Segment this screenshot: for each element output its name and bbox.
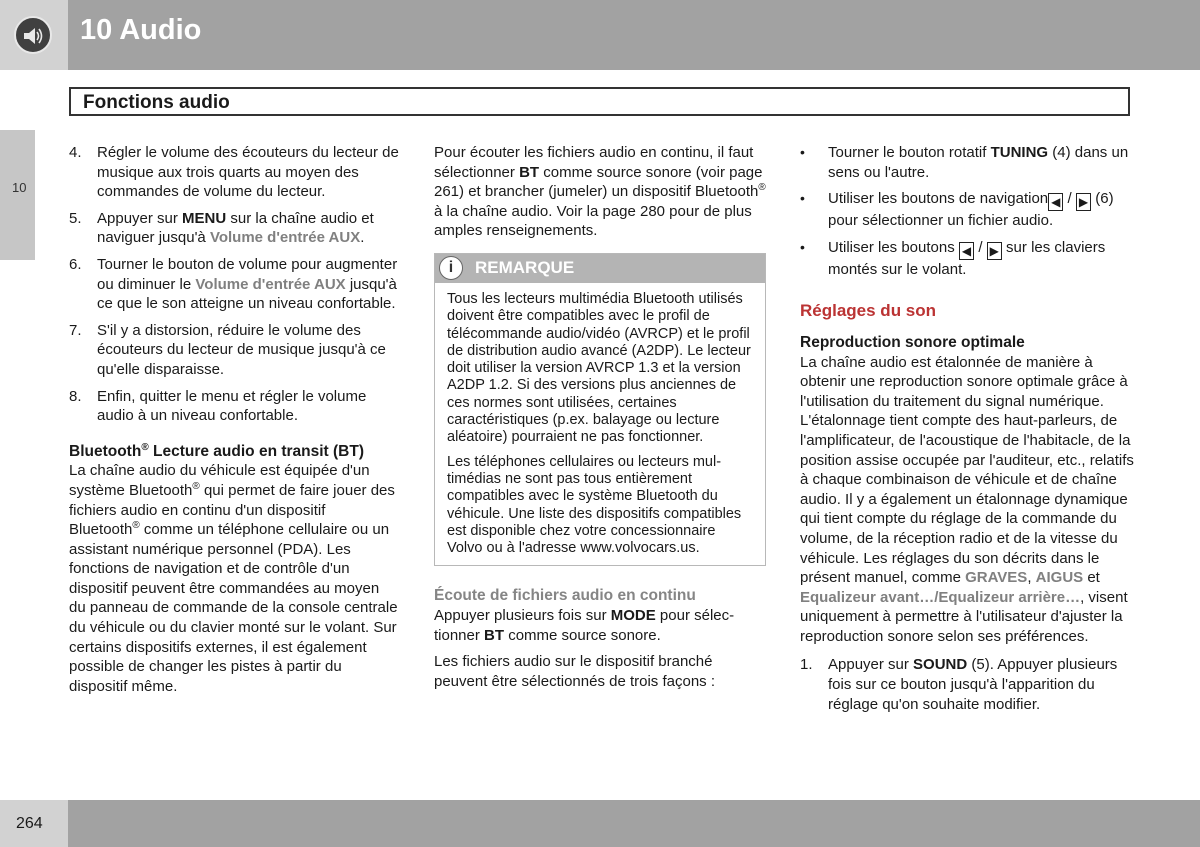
list-item [69, 209, 399, 248]
separator: / [1067, 190, 1072, 208]
paragraph-text: à la chaîne audio. Voir la page 280 pour de plus amples renseignements. [434, 202, 752, 240]
list-item [69, 143, 399, 202]
menu-label: Volume d'entrée AUX [195, 275, 346, 293]
prev-button-icon: ◀ [959, 242, 974, 260]
list-item [800, 655, 1135, 714]
note-box [434, 253, 766, 566]
note-paragraph: Tous les lecteurs multimédia Bluetooth utilisés doivent être compatibles avec le profil de télécommande audio/vidéo (AVRCP) et le profil de distribution audio avancé (A2DP). Le lecteur doit utiliser la version AVRCP 1.3 et la version A2DP 1.2. Si des versions plus anciennes de ces normes sont utilisées, certaines caractéristiques (p.ex. balayage ou lecture aléatoire) pourraient ne pas fonctionner. [447, 290, 751, 446]
step-text: jusqu'à ce que le son atteigne un niveau confortable. [97, 275, 397, 313]
paragraph-text: comme source sonore. [504, 626, 661, 644]
step-text: Régler le volume des écouteurs du lecteur de musique aux trois quarts au moyen des commandes de volume du lecteur. [97, 144, 399, 201]
column-left [69, 143, 399, 703]
step-text: Appuyer sur [828, 656, 914, 674]
ecoute-paragraph [434, 606, 766, 645]
column-middle [434, 143, 766, 698]
paragraph-text: Appuyer plusieurs fois sur [434, 607, 611, 625]
bluetooth-heading [69, 442, 399, 462]
key-label: MENU [182, 209, 227, 227]
info-icon: i [439, 256, 463, 280]
bullet-icon: • [800, 238, 805, 255]
repro-heading: Reproduction sonore optimale [800, 333, 1025, 351]
step-text: Enfin, quitter le menu et régler le volume audio à un niveau confortable. [97, 387, 367, 425]
heading-text: Bluetooth [69, 442, 142, 460]
heading-text: Lecture audio en transit (BT) [148, 442, 365, 460]
item-text: (4) dans un sens ou l'autre. [828, 144, 1129, 181]
step-text: S'il y a distorsion, réduire le volume des écouteurs du lecteur de musique jusqu'à ce qu'elle disparaisse. [97, 321, 386, 378]
key-label: BT [484, 626, 505, 644]
side-tab-number: 10 [12, 180, 27, 195]
step-number: 1. [800, 656, 813, 674]
note-title: REMARQUE [475, 257, 575, 277]
bluetooth-paragraph [69, 461, 399, 696]
key-label: MODE [610, 607, 656, 625]
paragraph-text: comme source sonore (voir page 261) et brancher (jumeler) un dispositif Bluetooth [434, 163, 763, 201]
item-text: Tourner le bouton rotatif [828, 144, 991, 161]
step-number: 7. [69, 321, 82, 339]
intro-paragraph [434, 143, 766, 241]
bullet-icon: • [800, 190, 805, 207]
page-number: 264 [16, 815, 43, 832]
menu-label: Equalizeur avant…/Equalizeur arrière… [800, 588, 1081, 606]
key-label: TUNING [990, 144, 1049, 161]
next-button-icon: ▶ [987, 242, 1002, 260]
key-label: SOUND [913, 656, 968, 674]
paragraph-text: pour sélectionner [434, 607, 735, 644]
selection-paragraph: Les fichiers audio sur le dispositif branché peuvent être sélectionnés de trois façons : [434, 653, 716, 690]
item-text: Utiliser les boutons de navigation [828, 190, 1049, 208]
registered-mark: ® [132, 520, 140, 532]
section-title: Fonctions audio [83, 92, 230, 113]
list-item [69, 255, 399, 314]
prev-button-icon: ◀ [1048, 193, 1063, 211]
chapter-side-tab [0, 130, 35, 260]
list-item [800, 238, 1135, 280]
paragraph-text: comme un téléphone cellulaire ou un assistant numérique personnel (PDA). Les fonctions de navigation et de contrôle d'un dispositif peuvent être commandées au moyen du panneau de commande de la console centrale du véhicule ou du clavier monté sur le volant. Sur certains dispositifs externes, il est également possible de changer les pistes à partir du dispositif même. [69, 521, 398, 695]
reglages-heading: Réglages du son [800, 301, 937, 321]
item-text: (6) pour sélectionner un fichier audio. [828, 190, 1114, 230]
punctuation: . [360, 229, 365, 247]
menu-label: GRAVES [965, 569, 1028, 587]
item-text: sur les claviers montés sur le volant. [828, 238, 1106, 278]
step-number: 6. [69, 255, 82, 273]
paragraph-text: qui permet de faire jouer des fichiers audio en continu d'un dispositif Bluetooth [69, 481, 395, 539]
menu-label: AIGUS [1035, 569, 1084, 587]
paragraph-text: Pour écouter les fichiers audio en continu, il faut sélectionner [434, 144, 754, 181]
key-label: BT [519, 163, 540, 181]
list-item [800, 189, 1135, 231]
paragraph-text: La chaîne audio du véhicule est équipée d'un système Bluetooth [69, 462, 370, 499]
header-icon-area [0, 0, 68, 70]
ecoute-heading: Écoute de fichiers audio en continu [434, 587, 696, 605]
list-item [69, 321, 399, 380]
registered-mark: ® [758, 182, 766, 194]
speaker-icon [14, 16, 52, 54]
step-text: sur la chaîne audio et naviguer jusqu'à [97, 209, 374, 247]
chapter-title: 10 Audio [80, 14, 202, 46]
note-body [435, 283, 765, 565]
column-right [800, 143, 1135, 721]
list-item [800, 143, 1135, 182]
note-paragraph: Les téléphones cellulaires ou lecteurs multimédias ne sont pas tous entièrement compatibles avec le système Bluetooth du véhicule. Une liste des dispositifs compatibles est disponible chez votre concessionnaire Volvo ou à l'adresse www.volvocars.us. [447, 453, 742, 557]
step-number: 8. [69, 387, 82, 405]
bullet-icon: • [800, 144, 805, 160]
registered-mark: ® [192, 480, 200, 492]
section-header [69, 87, 1130, 116]
registered-mark: ® [141, 441, 149, 453]
next-button-icon: ▶ [1076, 193, 1091, 211]
step-number: 5. [69, 209, 82, 227]
footer-bar [0, 800, 1200, 847]
item-text: Utiliser les boutons [828, 238, 959, 256]
paragraph-text: La chaîne audio est étalonnée de manière à obtenir une reproduction sonore optimale grâce à l'utilisation du traitement du signal numérique. L'étalonnage tient compte des haut-parleurs, de l'amplificateur, de l'acoustique de l'habitacle, de la position assise occupée par l'auditeur, etc., relatifs à chaque combinaison de véhicule et de chaîne audio. Il y a également un étalonnage dynamique qui tient compte du réglage de la commande du volume, de la réception radio et de la vitesse du véhicule. Les réglages du son décrits dans le présent manuel, comme [800, 353, 1134, 587]
step-text: Tourner le bouton de volume pour augmenter ou diminuer le [97, 255, 398, 293]
step-text: (5). Appuyer plusieurs fois sur ce bouton jusqu'à l'apparition du réglage qu'on souhaite modifier. [828, 656, 1118, 713]
punctuation: , [1027, 569, 1036, 587]
list-item [69, 387, 399, 426]
step-text: Appuyer sur [97, 209, 183, 227]
note-header [435, 254, 765, 283]
paragraph-text: et [1083, 569, 1100, 587]
step-number: 4. [69, 144, 82, 161]
separator: / [978, 238, 983, 256]
repro-paragraph [800, 353, 1135, 647]
menu-label: Volume d'entrée AUX [209, 229, 361, 247]
paragraph-text: , visent uniquement à permettre à l'utilisateur d'ajuster la reproduction sonore selon ses préférences. [800, 588, 1128, 645]
